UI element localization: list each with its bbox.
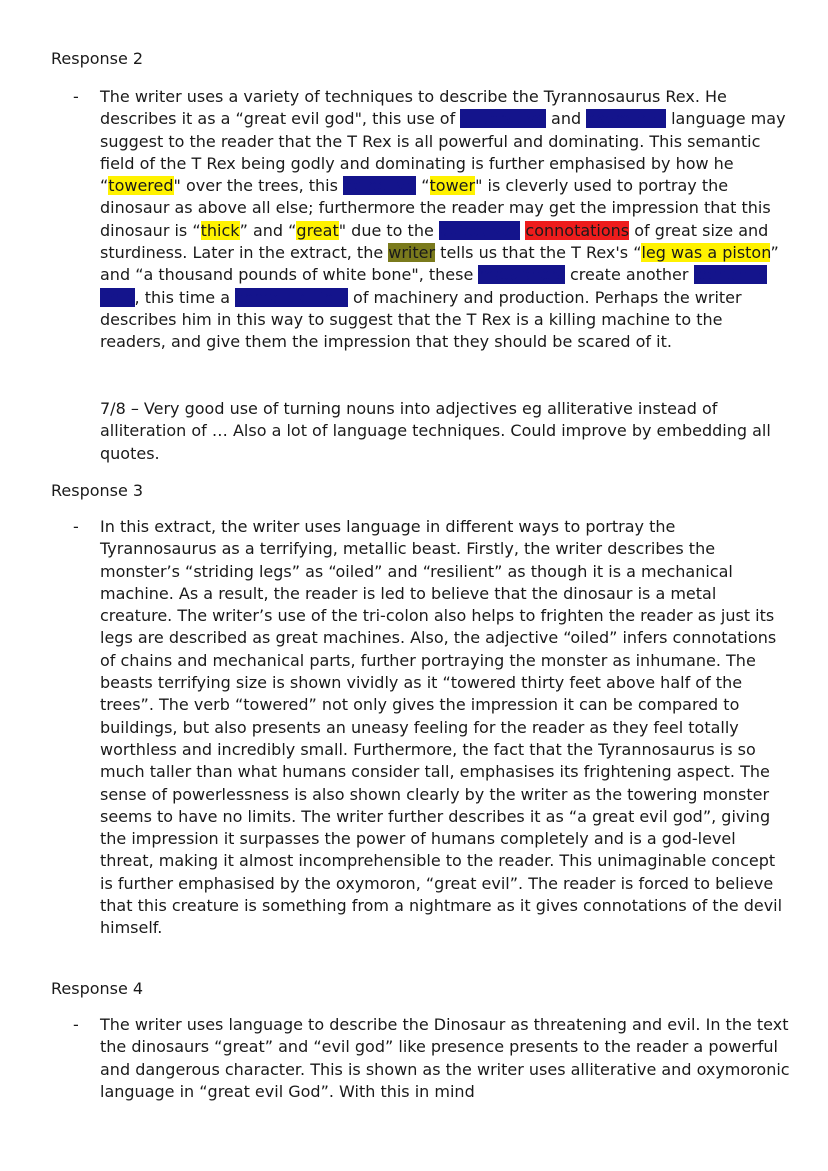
teacher-comment: 7/8 – Very good use of turning nouns into adjectives eg alliterative instead of alliteration of … Also a lot of language techniques. Could improve by embedding all quotes. [100,399,771,463]
highlighted-olive-term: writer [388,243,436,263]
highlighted-yellow-term: thick [200,220,240,240]
highlighted-navy-term: adjectives [438,220,521,240]
text-run: create another [564,265,694,285]
highlighted-navy-term: semantic field [235,287,348,307]
highlighted-navy-term: oxymoron [586,109,667,129]
text-run: " due to the [338,220,439,240]
bullet-dash: - [73,1015,79,1034]
text-run: The writer uses a variety of techniques to describe the Tyrannosaurus Rex. He describes it as a “great evil god", this use of [100,87,727,129]
response-4-heading: Response 4 [51,979,144,998]
highlighted-navy-term: adjective [343,176,417,196]
highlighted-navy-term: alliterative [460,109,546,129]
text-run: , this time a [134,287,236,307]
bullet-dash: - [73,87,79,106]
bullet-dash: - [73,517,79,536]
highlighted-red-term: connotations [525,220,630,240]
text-run: ” and “ [239,220,297,240]
text-run: tells us that the T Rex's “ [435,243,642,263]
text-run: " is cleverly used to portray the dinosaur as above all else; furthermore the reader may get the impression that this dinosaur is “ [100,176,771,240]
response-2-text [100,86,790,354]
highlighted-yellow-term: great [296,220,339,240]
text-run: of machinery and production. Perhaps the writer describes him in this way to suggest that the T Rex is a killing machine to the readers, and give them the impression that they should be scared of it. [100,287,742,352]
text-run: language may suggest to the reader that the T Rex is all powerful and dominating. This semantic field of the T Rex being godly and dominating is further emphasised by how he “ [100,109,786,196]
text-run: and [545,109,587,129]
text-run: of great size and sturdiness. Later in the extract, the [100,220,769,263]
text-run: " over the trees, this [173,176,344,196]
response-2-heading: Response 2 [51,49,144,68]
highlighted-yellow-term: tower [429,176,476,196]
text-run: “ [416,176,430,196]
response-3-heading: Response 3 [51,481,144,500]
highlighted-navy-term: semantic field [100,265,767,307]
highlighted-yellow-term: towered [108,176,174,196]
highlighted-navy-term: metaphors [478,265,565,285]
highlighted-yellow-term: leg was a piston [641,243,771,263]
text-run: ” and “a thousand pounds of white bone", these [100,243,779,285]
response-4-text: The writer uses language to describe the Dinosaur as threatening and evil. In the text the dinosaurs “great” and “evil god” like presence presents to the reader a powerful and dangerous character. This is shown as the writer uses alliterative and oxymoronic language in “great evil God”. With this in mind [100,1015,790,1101]
response-3-text: In this extract, the writer uses language in different ways to portray the Tyrannosaurus as a terrifying, metallic beast. Firstly, the writer describes the monster’s “striding legs” as “oiled” and “resilient” as though it is a mechanical machine. As a result, the reader is led to believe that the dinosaur is a metal creature. The writer’s use of the tri-colon also helps to frighten the reader as just its legs are described as great machines. Also, the adjective “oiled” infers connotations of chains and mechanical parts, further portraying the monster as inhumane. The beasts terrifying size is shown vividly as it “towered thirty feet above half of the trees”. The verb “towered” not only gives the impression it can be compared to buildings, but also presents an uneasy feeling for the reader as they feel totally worthless and incredibly small. Furthermore, the fact that the Tyrannosaurus is so much taller than what humans consider tall, emphasises its frightening aspect. The sense of powerlessness is also shown clearly by the writer as the towering monster seems to have no limits. The writer further describes it as “a great evil god”, giving the impression it surpasses the power of humans completely and is a god-level threat, making it almost incomprehensible to the reader. This unimaginable concept is further emphasised by the oxymoron, “great evil”. The reader is forced to believe that this creature is something from a nightmare as it gives connotations of the devil himself. [100,517,783,938]
